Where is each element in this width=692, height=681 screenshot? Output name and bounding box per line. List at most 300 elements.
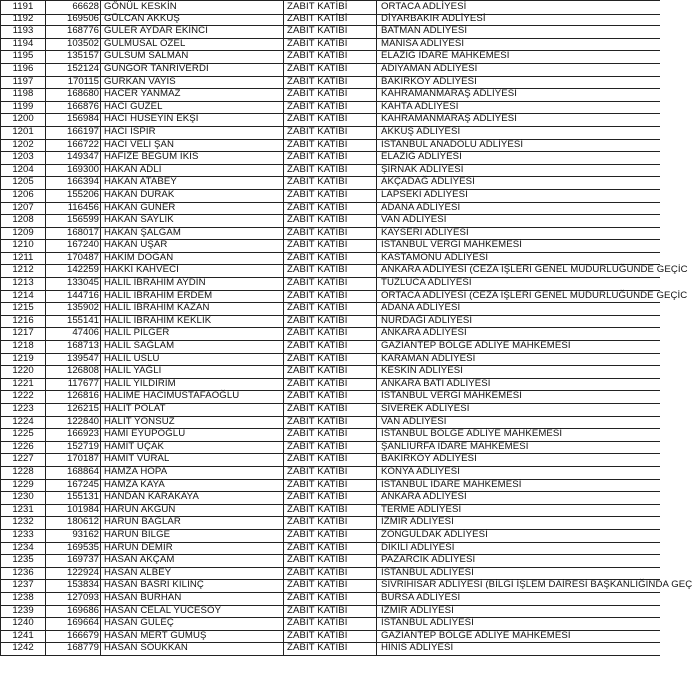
row-number-cell: 1219 xyxy=(0,353,45,367)
table-row xyxy=(0,390,660,403)
name-cell: HASAN MERT GÜMÜŞ xyxy=(100,630,283,644)
registry-number-cell: 126808 xyxy=(45,365,100,379)
name-cell: GÜLER AYDAR EKİNCİ xyxy=(100,25,283,39)
registry-number-cell: 135902 xyxy=(45,302,100,316)
job-title-cell: ZABIT KATİBİ xyxy=(283,252,376,266)
assignment-place-cell: BAKIRKÖY ADLİYESİ xyxy=(376,76,660,90)
registry-number-cell: 139547 xyxy=(45,353,100,367)
assignment-place-cell: ORTACA ADLİYESİ xyxy=(376,0,660,15)
row-number-cell: 1238 xyxy=(0,592,45,606)
registry-number-cell: 166679 xyxy=(45,630,100,644)
assignment-place-cell: KESKİN ADLİYESİ xyxy=(376,365,660,379)
registry-number-cell: 166197 xyxy=(45,126,100,140)
assignment-place-cell: KAHRAMANMARAŞ ADLİYESİ xyxy=(376,88,660,102)
job-title-cell: ZABIT KATİBİ xyxy=(283,164,376,178)
assignment-place-cell: İZMİR ADLİYESİ xyxy=(376,516,660,530)
row-number-cell: 1232 xyxy=(0,516,45,530)
table-row xyxy=(0,76,660,89)
job-title-cell: ZABIT KATİBİ xyxy=(283,416,376,430)
assignment-place-cell: KARAMAN ADLİYESİ xyxy=(376,353,660,367)
row-number-cell: 1209 xyxy=(0,227,45,241)
registry-number-cell: 166876 xyxy=(45,101,100,115)
row-number-cell: 1211 xyxy=(0,252,45,266)
job-title-cell: ZABIT KATİBİ xyxy=(283,592,376,606)
assignment-place-cell: KAHRAMANMARAŞ ADLİYESİ xyxy=(376,113,660,127)
job-title-cell: ZABIT KATİBİ xyxy=(283,315,376,329)
name-cell: HAKAN ADLI xyxy=(100,164,283,178)
table-row xyxy=(0,189,660,202)
registry-number-cell: 168776 xyxy=(45,25,100,39)
table-row xyxy=(0,88,660,101)
registry-number-cell: 127093 xyxy=(45,592,100,606)
registry-number-cell: 133045 xyxy=(45,277,100,291)
row-number-cell: 1235 xyxy=(0,554,45,568)
assignment-place-cell: ANKARA BATI ADLİYESİ xyxy=(376,378,660,392)
assignment-place-cell: PAZARCIK ADLİYESİ xyxy=(376,554,660,568)
assignment-place-cell: ORTACA ADLİYESİ (CEZA İŞLERİ GENEL MÜDÜRLÜĞÜNDE GEÇİC xyxy=(376,290,660,304)
job-title-cell: ZABIT KATİBİ xyxy=(283,642,376,656)
registry-number-cell: 169686 xyxy=(45,605,100,619)
registry-number-cell: 166722 xyxy=(45,139,100,153)
job-title-cell: ZABIT KATİBİ xyxy=(283,504,376,518)
assignment-place-cell: İSTANBUL ANADOLU ADLİYESİ xyxy=(376,139,660,153)
registry-number-cell: 155141 xyxy=(45,315,100,329)
registry-number-cell: 168713 xyxy=(45,340,100,354)
name-cell: HAKAN ŞALGAM xyxy=(100,227,283,241)
job-title-cell: ZABIT KATİBİ xyxy=(283,176,376,190)
name-cell: HALİT POLAT xyxy=(100,403,283,417)
table-row xyxy=(0,567,660,580)
assignment-place-cell: SİVRİHİSAR ADLİYESİ (BİLGİ İŞLEM DAİRESİ BAŞKANLIĞINDA GEÇ xyxy=(376,579,660,593)
registry-number-cell: 155131 xyxy=(45,491,100,505)
table-row xyxy=(0,642,660,655)
table-row xyxy=(0,227,660,240)
job-title-cell: ZABIT KATİBİ xyxy=(283,491,376,505)
registry-number-cell: 152124 xyxy=(45,63,100,77)
table-row xyxy=(0,289,688,303)
table-row xyxy=(0,264,688,277)
registry-number-cell: 156599 xyxy=(45,214,100,228)
registry-number-cell: 168017 xyxy=(45,227,100,241)
assignment-place-cell: İSTANBUL BÖLGE ADLİYE MAHKEMESİ xyxy=(376,428,660,442)
name-cell: HARUN BAĞLAR xyxy=(100,516,283,530)
table-row xyxy=(0,302,660,315)
job-title-cell: ZABIT KATİBİ xyxy=(283,466,376,480)
registry-number-cell: 155206 xyxy=(45,189,100,203)
assignment-place-cell: ANKARA ADLİYESİ xyxy=(376,491,660,505)
name-cell: HAFİZE BEGÜM İKİS xyxy=(100,151,283,165)
registry-number-cell: 168779 xyxy=(45,642,100,656)
row-number-cell: 1212 xyxy=(0,264,45,278)
name-cell: GÖNÜL KESKİN xyxy=(100,0,283,15)
name-cell: HASAN AKÇAM xyxy=(100,554,283,568)
row-number-cell: 1240 xyxy=(0,617,45,631)
registry-number-cell: 166394 xyxy=(45,176,100,190)
row-number-cell: 1205 xyxy=(0,176,45,190)
row-number-cell: 1208 xyxy=(0,214,45,228)
job-title-cell: ZABIT KATİBİ xyxy=(283,63,376,77)
assignment-place-cell: SİVEREK ADLİYESİ xyxy=(376,403,660,417)
registry-number-cell: 170487 xyxy=(45,252,100,266)
registry-number-cell: 135157 xyxy=(45,50,100,64)
job-title-cell: ZABIT KATİBİ xyxy=(283,390,376,404)
row-number-cell: 1230 xyxy=(0,491,45,505)
registry-number-cell: 126215 xyxy=(45,403,100,417)
row-number-cell: 1224 xyxy=(0,416,45,430)
row-number-cell: 1225 xyxy=(0,428,45,442)
assignment-place-cell: HINIS ADLİYESİ xyxy=(376,642,660,656)
name-cell: HANDAN KARAKAYA xyxy=(100,491,283,505)
row-number-cell: 1200 xyxy=(0,113,45,127)
job-title-cell: ZABIT KATİBİ xyxy=(283,453,376,467)
job-title-cell: ZABIT KATİBİ xyxy=(283,88,376,102)
name-cell: HAMZA KAYA xyxy=(100,479,283,493)
row-number-cell: 1239 xyxy=(0,605,45,619)
job-title-cell: ZABIT KATİBİ xyxy=(283,479,376,493)
table-row xyxy=(0,13,660,26)
table-row xyxy=(0,403,660,416)
assignment-place-cell: ZONGULDAK ADLİYESİ xyxy=(376,529,660,543)
row-number-cell: 1191 xyxy=(0,0,45,15)
row-number-cell: 1226 xyxy=(0,441,45,455)
registry-number-cell: 168680 xyxy=(45,88,100,102)
table-row xyxy=(0,491,660,504)
name-cell: GÜLSÜM SALMAN xyxy=(100,50,283,64)
table-row xyxy=(0,50,660,63)
job-title-cell: ZABIT KATİBİ xyxy=(283,542,376,556)
row-number-cell: 1215 xyxy=(0,302,45,316)
job-title-cell: ZABIT KATİBİ xyxy=(283,290,376,304)
row-number-cell: 1192 xyxy=(0,13,45,27)
registry-number-cell: 152719 xyxy=(45,441,100,455)
registry-number-cell: 170115 xyxy=(45,76,100,90)
name-cell: HALİT YONSUZ xyxy=(100,416,283,430)
registry-number-cell: 169300 xyxy=(45,164,100,178)
name-cell: GÜLCAN AKKUŞ xyxy=(100,13,283,27)
job-title-cell: ZABIT KATİBİ xyxy=(283,567,376,581)
registry-number-cell: 167245 xyxy=(45,479,100,493)
row-number-cell: 1207 xyxy=(0,202,45,216)
table-row xyxy=(0,63,660,76)
registry-number-cell: 117677 xyxy=(45,378,100,392)
job-title-cell: ZABIT KATİBİ xyxy=(283,579,376,593)
row-number-cell: 1199 xyxy=(0,101,45,115)
table-row xyxy=(0,252,660,265)
assignment-place-cell: GAZİANTEP BÖLGE ADLİYE MAHKEMESİ xyxy=(376,630,660,644)
job-title-cell: ZABIT KATİBİ xyxy=(283,441,376,455)
job-title-cell: ZABIT KATİBİ xyxy=(283,25,376,39)
job-title-cell: ZABIT KATİBİ xyxy=(283,529,376,543)
row-number-cell: 1233 xyxy=(0,529,45,543)
assignment-place-cell: VAN ADLİYESİ xyxy=(376,214,660,228)
name-cell: HARUN DEMİR xyxy=(100,542,283,556)
assignment-place-cell: AKKUŞ ADLİYESİ xyxy=(376,126,660,140)
table-row xyxy=(0,416,660,429)
registry-number-cell: 169506 xyxy=(45,13,100,27)
row-number-cell: 1206 xyxy=(0,189,45,203)
job-title-cell: ZABIT KATİBİ xyxy=(283,202,376,216)
assignment-place-cell: TUZLUCA ADLİYESİ xyxy=(376,277,660,291)
job-title-cell: ZABIT KATİBİ xyxy=(283,76,376,90)
table-row xyxy=(0,542,660,555)
name-cell: HALİME HACIMUSTAFAOĞLU xyxy=(100,390,283,404)
name-cell: HALİL PİLGER xyxy=(100,327,283,341)
name-cell: HALİL İBRAHİM AYDIN xyxy=(100,277,283,291)
job-title-cell: ZABIT KATİBİ xyxy=(283,113,376,127)
name-cell: HALİL USLU xyxy=(100,353,283,367)
job-title-cell: ZABIT KATİBİ xyxy=(283,365,376,379)
assignment-place-cell: KONYA ADLİYESİ xyxy=(376,466,660,480)
assignment-place-cell: KAYSERİ ADLİYESİ xyxy=(376,227,660,241)
row-number-cell: 1236 xyxy=(0,567,45,581)
assignment-place-cell: ŞANLIURFA İDARE MAHKEMESİ xyxy=(376,441,660,455)
table-row xyxy=(0,579,692,592)
name-cell: HAKAN UŞAR xyxy=(100,239,283,253)
row-number-cell: 1220 xyxy=(0,365,45,379)
name-cell: HALİL YILDIRIM xyxy=(100,378,283,392)
job-title-cell: ZABIT KATİBİ xyxy=(283,617,376,631)
name-cell: HASAN BASRİ KILINÇ xyxy=(100,579,283,593)
row-number-cell: 1210 xyxy=(0,239,45,253)
assignment-place-cell: NURDAĞI ADLİYESİ xyxy=(376,315,660,329)
registry-number-cell: 153834 xyxy=(45,579,100,593)
name-cell: HACI HÜSEYİN EKŞİ xyxy=(100,113,283,127)
assignment-place-cell: BAKIRKÖY ADLİYESİ xyxy=(376,453,660,467)
registry-number-cell: 66628 xyxy=(45,0,100,15)
job-title-cell: ZABIT KATİBİ xyxy=(283,264,376,278)
assignment-place-cell: KAHTA ADLİYESİ xyxy=(376,101,660,115)
table-row xyxy=(0,592,660,605)
job-title-cell: ZABIT KATİBİ xyxy=(283,139,376,153)
registry-number-cell: 169535 xyxy=(45,542,100,556)
registry-number-cell: 122840 xyxy=(45,416,100,430)
job-title-cell: ZABIT KATİBİ xyxy=(283,428,376,442)
table-row xyxy=(0,277,660,290)
name-cell: GÜRKAN VAYIS xyxy=(100,76,283,90)
registry-number-cell: 170187 xyxy=(45,453,100,467)
name-cell: HAMİ EYÜPOĞLU xyxy=(100,428,283,442)
name-cell: HALİL SAĞLAM xyxy=(100,340,283,354)
registry-number-cell: 180612 xyxy=(45,516,100,530)
job-title-cell: ZABIT KATİBİ xyxy=(283,554,376,568)
table-row xyxy=(0,617,660,630)
row-number-cell: 1218 xyxy=(0,340,45,354)
name-cell: HAKAN GÜNER xyxy=(100,202,283,216)
table-row xyxy=(0,176,660,189)
table-row xyxy=(0,315,660,328)
assignment-place-cell: KASTAMONU ADLİYESİ xyxy=(376,252,660,266)
name-cell: HALİL YAĞLI xyxy=(100,365,283,379)
row-number-cell: 1229 xyxy=(0,479,45,493)
table-row xyxy=(0,0,660,13)
assignment-place-cell: GAZİANTEP BÖLGE ADLİYE MAHKEMESİ xyxy=(376,340,660,354)
row-number-cell: 1237 xyxy=(0,579,45,593)
assignment-place-cell: ANKARA ADLİYESİ xyxy=(376,327,660,341)
table-row xyxy=(0,630,660,643)
registry-number-cell: 167240 xyxy=(45,239,100,253)
row-number-cell: 1213 xyxy=(0,277,45,291)
assignment-place-cell: DİKİLİ ADLİYESİ xyxy=(376,542,660,556)
assignment-place-cell: ADANA ADLİYESİ xyxy=(376,202,660,216)
assignment-place-cell: LAPSEKİ ADLİYESİ xyxy=(376,189,660,203)
name-cell: HACI GÜZEL xyxy=(100,101,283,115)
job-title-cell: ZABIT KATİBİ xyxy=(283,340,376,354)
job-title-cell: ZABIT KATİBİ xyxy=(283,605,376,619)
name-cell: HASAN ALBEY xyxy=(100,567,283,581)
assignment-place-cell: ELAZIĞ ADLİYESİ xyxy=(376,151,660,165)
assignment-place-cell: İSTANBUL VERGİ MAHKEMESİ xyxy=(376,239,660,253)
name-cell: HAKAN DURAK xyxy=(100,189,283,203)
row-number-cell: 1222 xyxy=(0,390,45,404)
job-title-cell: ZABIT KATİBİ xyxy=(283,214,376,228)
job-title-cell: ZABIT KATİBİ xyxy=(283,13,376,27)
registry-number-cell: 149347 xyxy=(45,151,100,165)
assignment-place-cell: AKÇADAĞ ADLİYESİ xyxy=(376,176,660,190)
registry-number-cell: 169737 xyxy=(45,554,100,568)
job-title-cell: ZABIT KATİBİ xyxy=(283,151,376,165)
assignment-place-cell: İSTANBUL ADLİYESİ xyxy=(376,617,660,631)
assignment-place-cell: ADANA ADLİYESİ xyxy=(376,302,660,316)
assignment-place-cell: ANKARA ADLİYESİ (CEZA İŞLERİ GENEL MÜDÜRLÜĞÜNDE GEÇİC xyxy=(376,264,660,278)
job-title-cell: ZABIT KATİBİ xyxy=(283,101,376,115)
table-row xyxy=(0,151,660,164)
row-number-cell: 1204 xyxy=(0,164,45,178)
name-cell: GÜNGÖR TANRIVERDİ xyxy=(100,63,283,77)
name-cell: HAKAN ATABEY xyxy=(100,176,283,190)
job-title-cell: ZABIT KATİBİ xyxy=(283,403,376,417)
name-cell: HAKAN SAYLIK xyxy=(100,214,283,228)
job-title-cell: ZABIT KATİBİ xyxy=(283,302,376,316)
table-row xyxy=(0,529,660,542)
job-title-cell: ZABIT KATİBİ xyxy=(283,50,376,64)
row-number-cell: 1234 xyxy=(0,542,45,556)
row-number-cell: 1216 xyxy=(0,315,45,329)
registry-number-cell: 93162 xyxy=(45,529,100,543)
registry-number-cell: 142259 xyxy=(45,264,100,278)
row-number-cell: 1193 xyxy=(0,25,45,39)
registry-number-cell: 168864 xyxy=(45,466,100,480)
row-number-cell: 1231 xyxy=(0,504,45,518)
assignment-place-cell: ELAZIĞ İDARE MAHKEMESİ xyxy=(376,50,660,64)
row-number-cell: 1197 xyxy=(0,76,45,90)
assignment-place-cell: İSTANBUL ADLİYESİ xyxy=(376,567,660,581)
table-row xyxy=(0,38,660,51)
name-cell: GÜLMUSAL ÖZEL xyxy=(100,38,283,52)
table-row xyxy=(0,466,660,479)
name-cell: HAMZA HOPA xyxy=(100,466,283,480)
registry-number-cell: 156984 xyxy=(45,113,100,127)
job-title-cell: ZABIT KATİBİ xyxy=(283,126,376,140)
table-row xyxy=(0,353,660,366)
job-title-cell: ZABIT KATİBİ xyxy=(283,38,376,52)
job-title-cell: ZABIT KATİBİ xyxy=(283,277,376,291)
table-row xyxy=(0,327,660,340)
assignment-place-cell: ADIYAMAN ADLİYESİ xyxy=(376,63,660,77)
assignment-place-cell: İSTANBUL İDARE MAHKEMESİ xyxy=(376,479,660,493)
row-number-cell: 1228 xyxy=(0,466,45,480)
name-cell: HALİL İBRAHİM ERDEM xyxy=(100,290,283,304)
name-cell: HASAN BURHAN xyxy=(100,592,283,606)
table-row xyxy=(0,202,660,215)
row-number-cell: 1198 xyxy=(0,88,45,102)
assignment-place-cell: TERME ADLİYESİ xyxy=(376,504,660,518)
row-number-cell: 1221 xyxy=(0,378,45,392)
row-number-cell: 1195 xyxy=(0,50,45,64)
job-title-cell: ZABIT KATİBİ xyxy=(283,227,376,241)
registry-number-cell: 103502 xyxy=(45,38,100,52)
name-cell: HACER YANMAZ xyxy=(100,88,283,102)
registry-number-cell: 126816 xyxy=(45,390,100,404)
assignment-place-cell: İSTANBUL VERGİ MAHKEMESİ xyxy=(376,390,660,404)
row-number-cell: 1202 xyxy=(0,139,45,153)
job-title-cell: ZABIT KATİBİ xyxy=(283,327,376,341)
assignment-place-cell: DİYARBAKIR ADLİYESİ xyxy=(376,13,660,27)
assignment-place-cell: İZMİR ADLİYESİ xyxy=(376,605,660,619)
table-row xyxy=(0,516,660,529)
row-number-cell: 1196 xyxy=(0,63,45,77)
row-number-cell: 1241 xyxy=(0,630,45,644)
registry-number-cell: 169664 xyxy=(45,617,100,631)
job-title-cell: ZABIT KATİBİ xyxy=(283,516,376,530)
table-row xyxy=(0,365,660,378)
row-number-cell: 1242 xyxy=(0,642,45,656)
table-row xyxy=(0,164,660,177)
job-title-cell: ZABIT KATİBİ xyxy=(283,630,376,644)
table-row xyxy=(0,340,660,353)
assignment-place-cell: VAN ADLİYESİ xyxy=(376,416,660,430)
name-cell: HAMİT UÇAK xyxy=(100,441,283,455)
table-row xyxy=(0,214,660,227)
table-row xyxy=(0,25,660,38)
name-cell: HALİL İBRAHİM KAZAN xyxy=(100,302,283,316)
name-cell: HAKKI KAHVECİ xyxy=(100,264,283,278)
name-cell: HACI VELİ ŞAN xyxy=(100,139,283,153)
job-title-cell: ZABIT KATİBİ xyxy=(283,378,376,392)
table-row xyxy=(0,101,660,114)
name-cell: HASAN GÜLEÇ xyxy=(100,617,283,631)
assignment-place-cell: MANİSA ADLİYESİ xyxy=(376,38,660,52)
row-number-cell: 1223 xyxy=(0,403,45,417)
assignment-place-cell: BURSA ADLİYESİ xyxy=(376,592,660,606)
name-cell: HARUN BİLGE xyxy=(100,529,283,543)
registry-number-cell: 166923 xyxy=(45,428,100,442)
table-row xyxy=(0,479,660,492)
row-number-cell: 1203 xyxy=(0,151,45,165)
table-row xyxy=(0,554,660,567)
registry-number-cell: 47406 xyxy=(45,327,100,341)
registry-number-cell: 144716 xyxy=(45,290,100,304)
table-row xyxy=(0,113,660,126)
name-cell: HALİL İBRAHİM KEKLİK xyxy=(100,315,283,329)
table-row xyxy=(0,139,660,152)
row-number-cell: 1217 xyxy=(0,327,45,341)
name-cell: HAMİT VURAL xyxy=(100,453,283,467)
table-row xyxy=(0,378,660,391)
table-row xyxy=(0,504,660,517)
name-cell: HASAN CELAL YÜCESOY xyxy=(100,605,283,619)
assignment-place-cell: BATMAN ADLİYESİ xyxy=(376,25,660,39)
row-number-cell: 1227 xyxy=(0,453,45,467)
name-cell: HARUN AKGÜN xyxy=(100,504,283,518)
table-row xyxy=(0,126,660,139)
name-cell: HACI İSPİR xyxy=(100,126,283,140)
row-number-cell: 1194 xyxy=(0,38,45,52)
assignment-place-cell: ŞIRNAK ADLİYESİ xyxy=(376,164,660,178)
table-row xyxy=(0,239,660,252)
table-row xyxy=(0,605,660,618)
job-title-cell: ZABIT KATİBİ xyxy=(283,189,376,203)
table-row xyxy=(0,428,660,441)
